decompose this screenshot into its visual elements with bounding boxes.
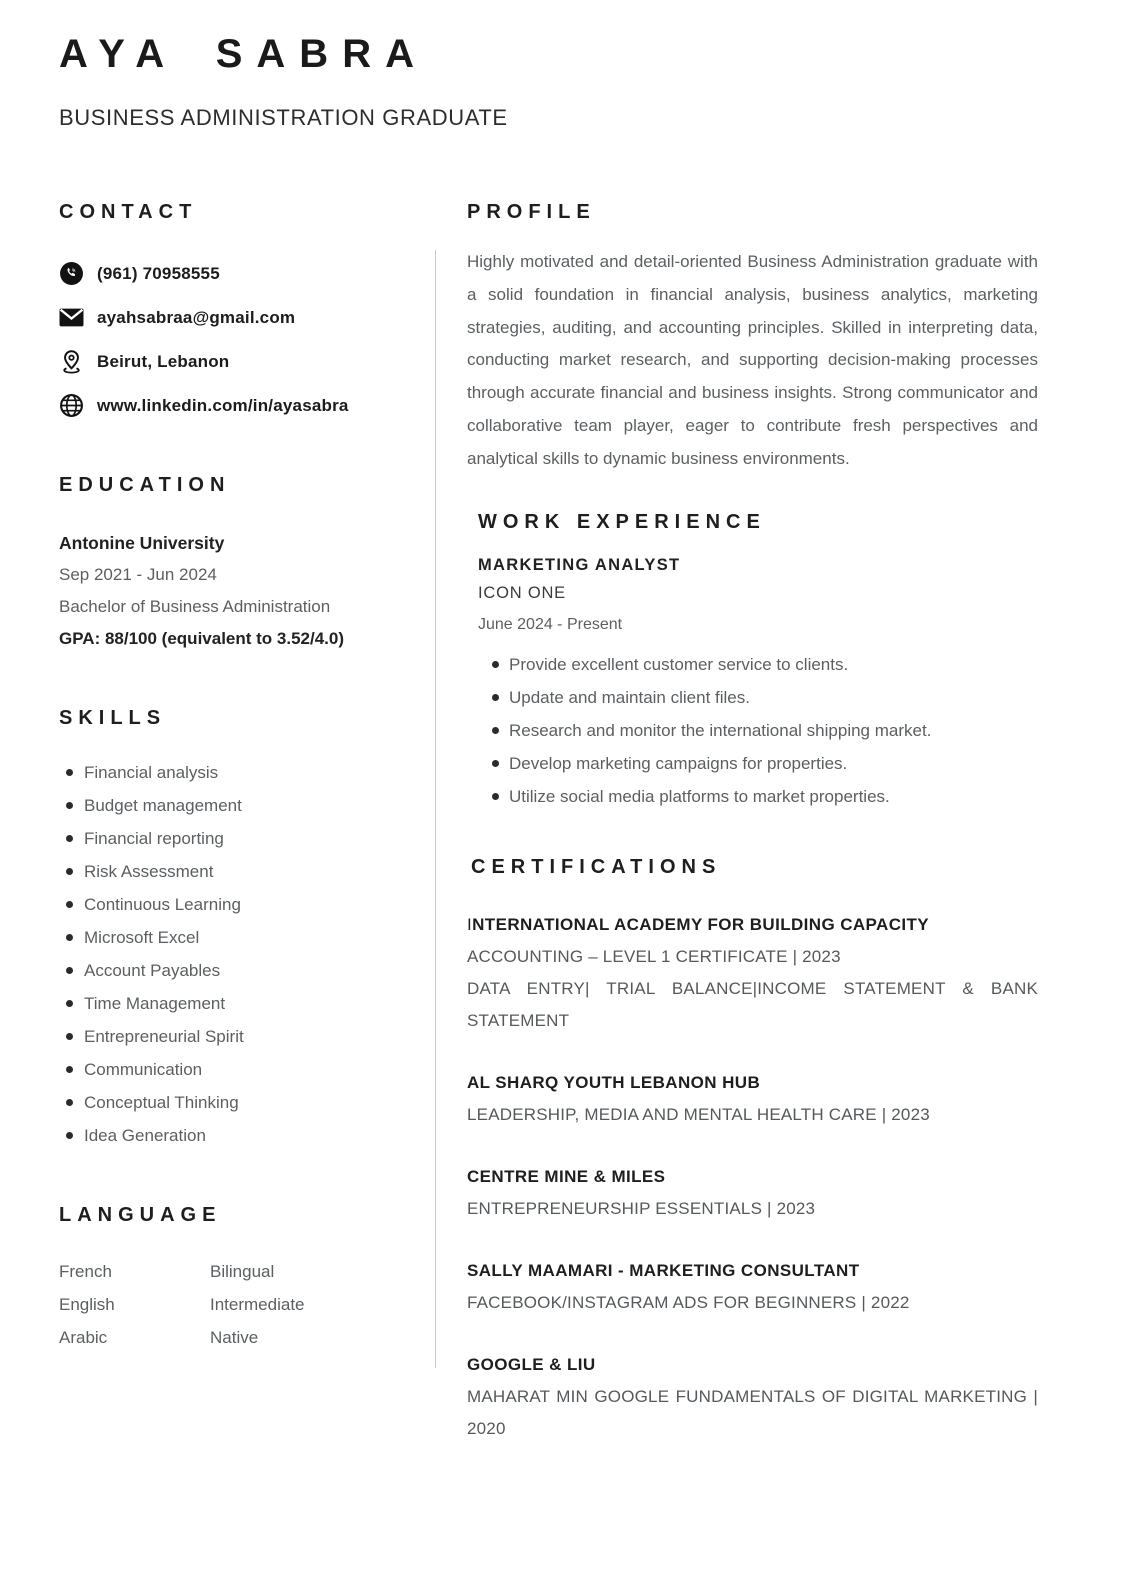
language-level: Bilingual bbox=[210, 1262, 275, 1281]
language-row bbox=[59, 1288, 407, 1321]
contact-row-phone bbox=[59, 261, 407, 286]
certification-detail: ACCOUNTING – LEVEL 1 CERTIFICATE | 2023 bbox=[467, 946, 841, 966]
skill-item: Financial analysis bbox=[59, 756, 407, 789]
candidate-name: AYA SABRA bbox=[59, 32, 428, 76]
job-dates: June 2024 - Present bbox=[478, 615, 623, 633]
skill-item: Financial reporting bbox=[59, 822, 407, 855]
job-bullet: Provide excellent customer service to clients. bbox=[478, 648, 1038, 681]
phone-icon bbox=[59, 261, 84, 286]
language-row bbox=[59, 1255, 407, 1288]
skill-item: Budget management bbox=[59, 789, 407, 822]
language-name: English bbox=[59, 1295, 115, 1314]
email-icon bbox=[59, 305, 84, 330]
skill-item: Conceptual Thinking bbox=[59, 1086, 407, 1119]
phone-value: (961) 70958555 bbox=[97, 263, 220, 283]
language-level: Intermediate bbox=[210, 1295, 305, 1314]
education-gpa: GPA: 88/100 (equivalent to 3.52/4.0) bbox=[59, 629, 345, 648]
certifications-heading: CERTIFICATIONS bbox=[471, 855, 722, 878]
section-skills bbox=[59, 707, 407, 1152]
language-table bbox=[59, 1255, 407, 1354]
skill-item: Continuous Learning bbox=[59, 888, 407, 921]
job-bullet: Research and monitor the international shipping market. bbox=[478, 714, 1038, 747]
skill-item: Idea Generation bbox=[59, 1119, 407, 1152]
education-entry bbox=[59, 527, 407, 655]
job-title: MARKETING ANALYST bbox=[478, 555, 681, 574]
certification-entry bbox=[467, 1067, 1038, 1131]
certification-detail: ENTREPRENEURSHIP ESSENTIALS | 2023 bbox=[467, 1198, 816, 1218]
profile-heading: PROFILE bbox=[467, 201, 596, 223]
location-value: Beirut, Lebanon bbox=[97, 351, 230, 371]
job-bullet: Update and maintain client files. bbox=[478, 681, 1038, 714]
certification-entry bbox=[467, 1161, 1038, 1225]
left-column bbox=[59, 201, 407, 1445]
contact-list bbox=[59, 261, 407, 418]
skill-item: Time Management bbox=[59, 987, 407, 1020]
certification-detail: DATA ENTRY| TRIAL BALANCE|INCOME STATEMENT & BANK STATEMENT bbox=[467, 978, 1038, 1030]
right-column bbox=[467, 201, 1038, 1445]
section-work-experience bbox=[467, 511, 1038, 813]
language-level: Native bbox=[210, 1328, 259, 1347]
skill-item: Entrepreneurial Spirit bbox=[59, 1020, 407, 1053]
job-bullet-list bbox=[478, 648, 1038, 813]
certification-org: INTERNATIONAL ACADEMY FOR BUILDING CAPACITY bbox=[467, 914, 930, 934]
certification-entry bbox=[467, 1349, 1038, 1445]
globe-icon bbox=[59, 393, 84, 418]
skills-heading: SKILLS bbox=[59, 707, 167, 729]
skill-item: Risk Assessment bbox=[59, 855, 407, 888]
education-degree: Bachelor of Business Administration bbox=[59, 597, 331, 616]
email-value[interactable]: ayahsabraa@gmail.com bbox=[97, 307, 296, 327]
contact-row-location bbox=[59, 349, 407, 374]
certification-org: SALLY MAAMARI - MARKETING CONSULTANT bbox=[467, 1260, 860, 1280]
skills-list bbox=[59, 756, 407, 1152]
certification-org: GOOGLE & LIU bbox=[467, 1354, 596, 1374]
certification-detail: MAHARAT MIN GOOGLE FUNDAMENTALS OF DIGITAL MARKETING | 2020 bbox=[467, 1386, 1038, 1438]
certification-detail: FACEBOOK/INSTAGRAM ADS FOR BEGINNERS | 2022 bbox=[467, 1292, 910, 1312]
section-profile bbox=[467, 201, 1038, 476]
section-certifications bbox=[467, 856, 1038, 1445]
education-dates: Sep 2021 - Jun 2024 bbox=[59, 565, 217, 584]
candidate-title: BUSINESS ADMINISTRATION GRADUATE bbox=[59, 105, 508, 130]
contact-row-website bbox=[59, 393, 407, 418]
location-icon bbox=[59, 349, 84, 374]
language-name: Arabic bbox=[59, 1328, 108, 1347]
certification-entry bbox=[467, 909, 1038, 1037]
skill-item: Communication bbox=[59, 1053, 407, 1086]
contact-heading: CONTACT bbox=[59, 201, 198, 223]
skill-item: Microsoft Excel bbox=[59, 921, 407, 954]
section-contact bbox=[59, 201, 407, 418]
job-bullet: Utilize social media platforms to market properties. bbox=[478, 780, 1038, 813]
linkedin-value[interactable]: www.linkedin.com/in/ayasabra bbox=[97, 395, 349, 415]
language-row bbox=[59, 1321, 407, 1354]
header bbox=[0, 0, 1121, 131]
job-company: ICON ONE bbox=[478, 583, 566, 602]
profile-text: Highly motivated and detail-oriented Business Administration graduate with a solid foundation in financial analysis, business analytics, marketing strategies, auditing, and accounting principles. Skilled in interpreting data, conducting market research, and supporting decision-making processes through accurate financial and business insights. Strong communicator and collaborative team player, eager to contribute fresh perspectives and analytical skills to dynamic business environments. bbox=[467, 252, 1038, 468]
language-name: French bbox=[59, 1262, 112, 1281]
contact-row-email bbox=[59, 305, 407, 330]
skill-item: Account Payables bbox=[59, 954, 407, 987]
certification-org: CENTRE MINE & MILES bbox=[467, 1166, 666, 1186]
education-heading: EDUCATION bbox=[59, 474, 231, 496]
section-education bbox=[59, 474, 407, 655]
certification-org: AL SHARQ YOUTH LEBANON HUB bbox=[467, 1072, 761, 1092]
section-language bbox=[59, 1204, 407, 1354]
language-heading: LANGUAGE bbox=[59, 1204, 222, 1226]
job-entry bbox=[478, 556, 1038, 813]
work-experience-heading: WORK EXPERIENCE bbox=[478, 510, 766, 533]
column-divider bbox=[435, 250, 436, 1368]
job-bullet: Develop marketing campaigns for properties. bbox=[478, 747, 1038, 780]
certification-detail: LEADERSHIP, MEDIA AND MENTAL HEALTH CARE | 2023 bbox=[467, 1104, 930, 1124]
education-school: Antonine University bbox=[59, 533, 225, 553]
columns bbox=[0, 201, 1121, 1445]
certification-entry bbox=[467, 1255, 1038, 1319]
